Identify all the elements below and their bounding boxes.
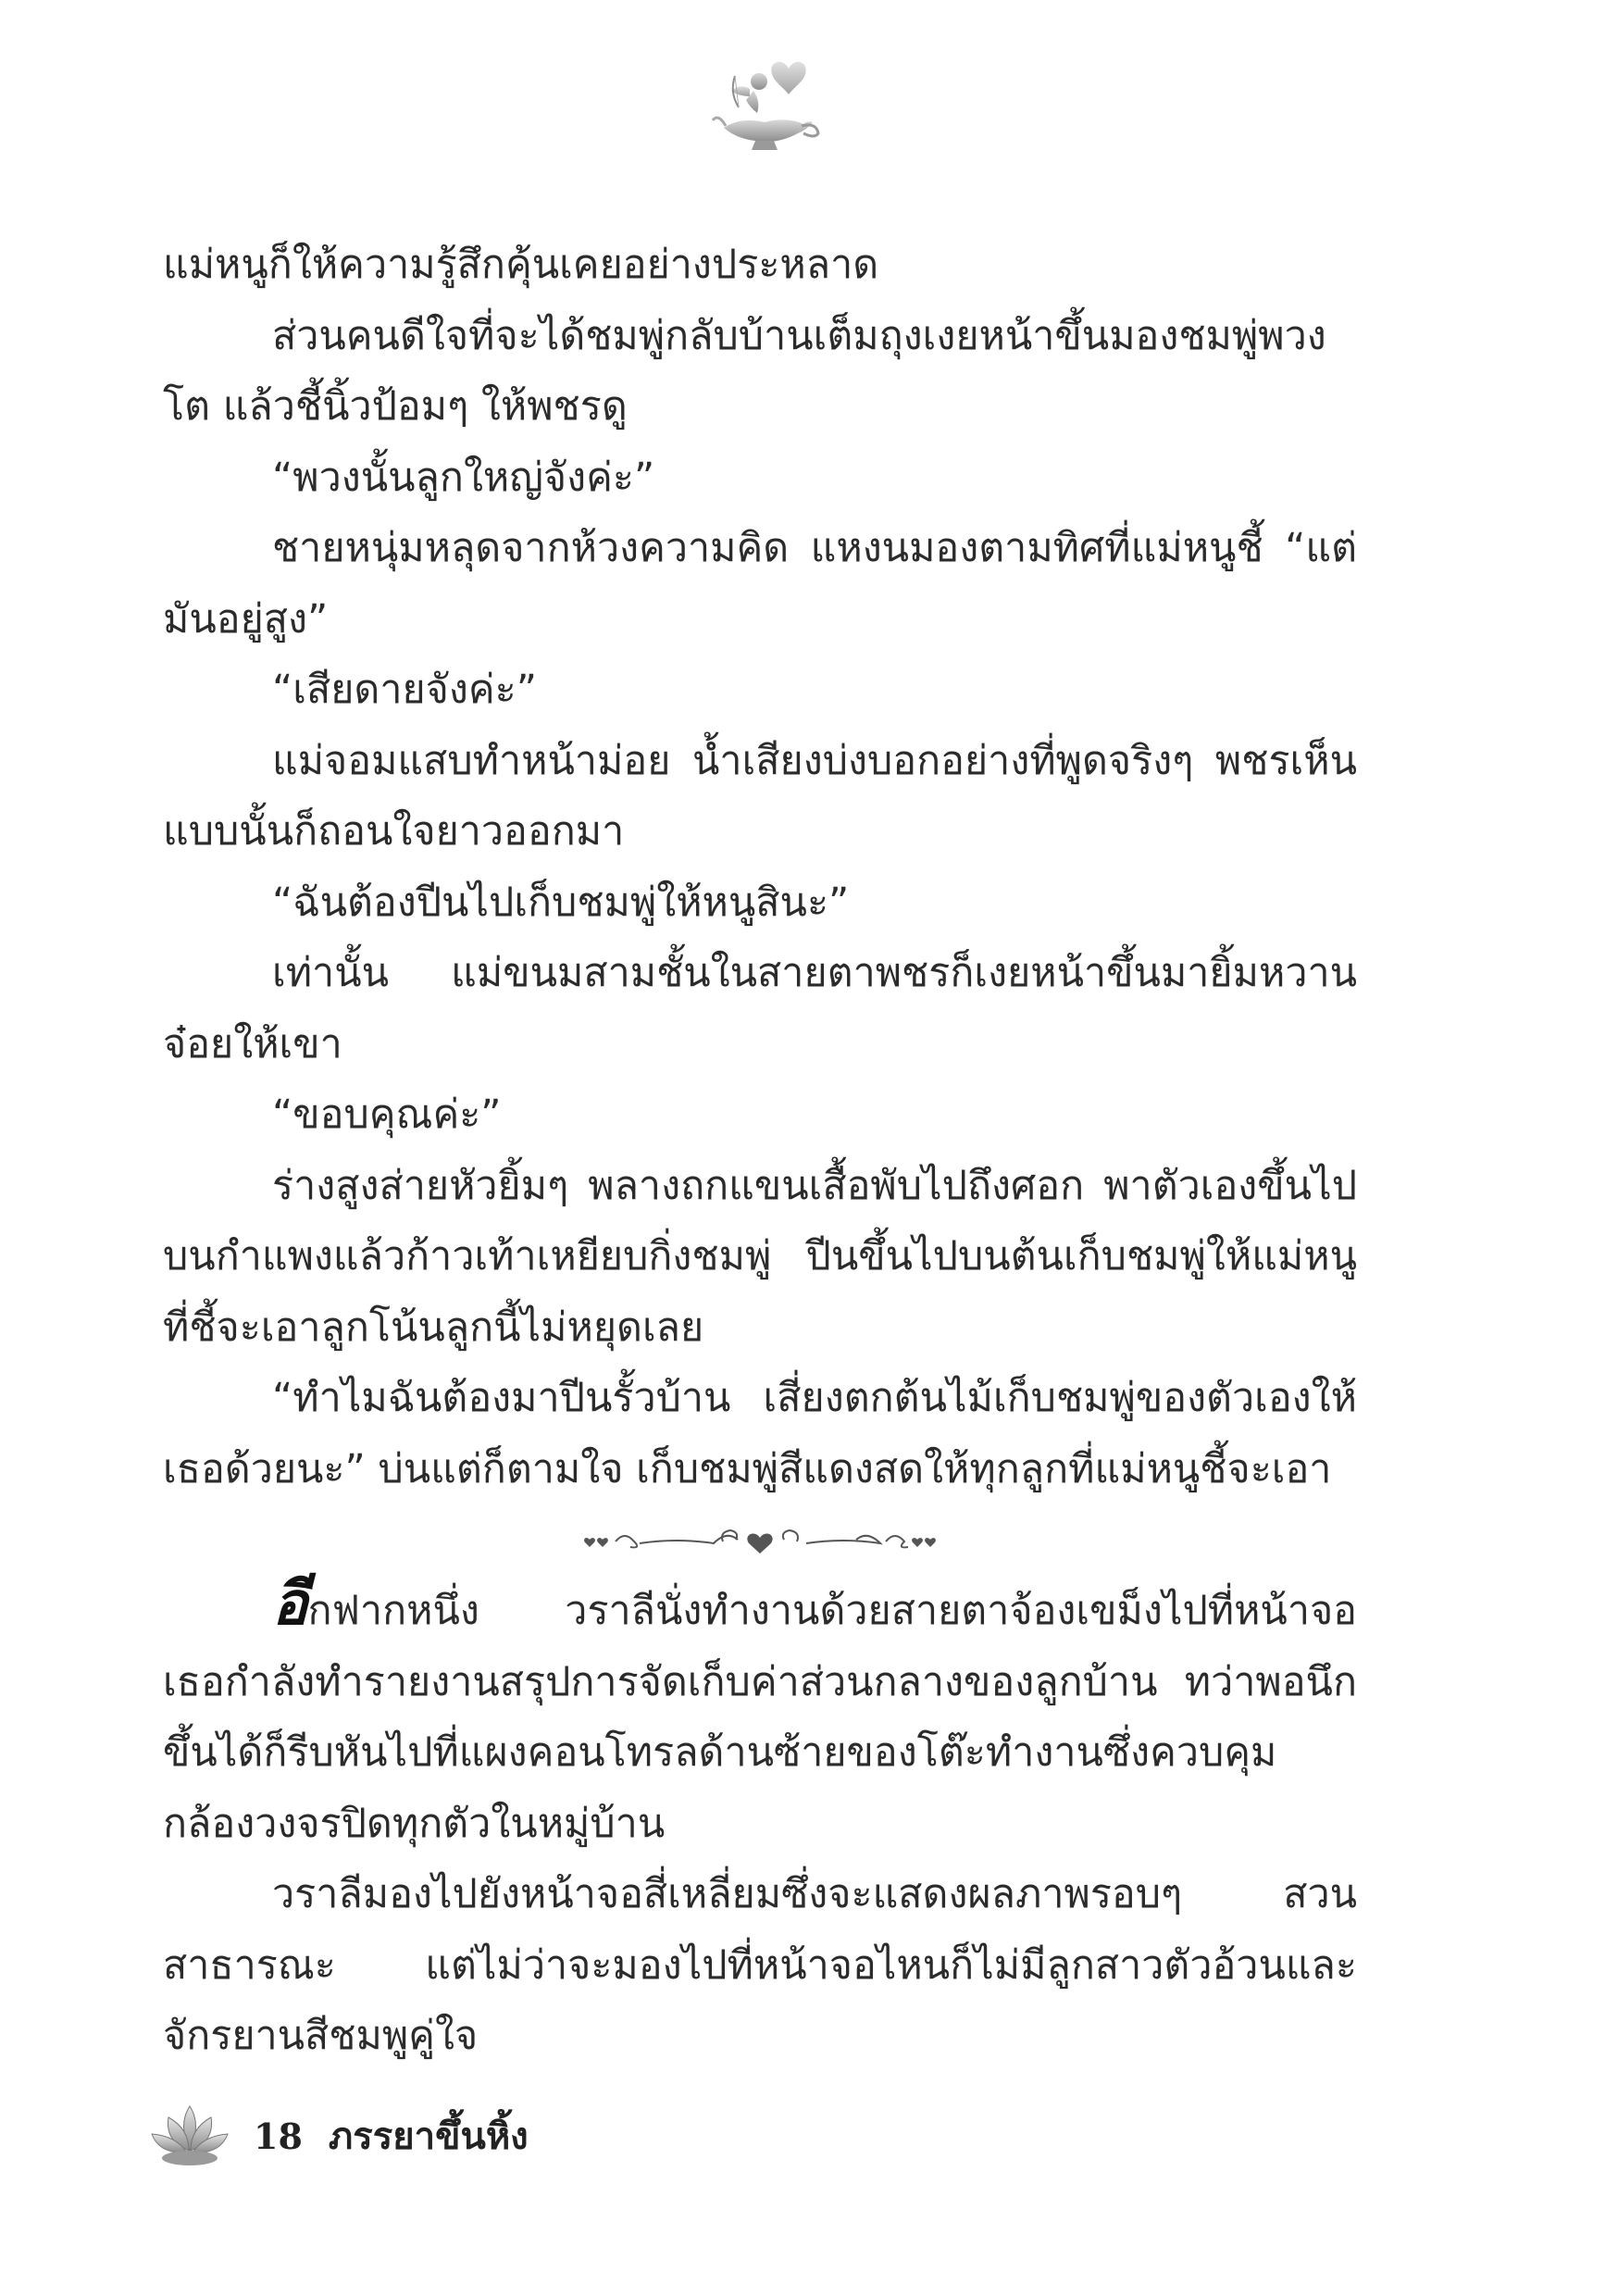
paragraph: “ขอบคุณค่ะ” (272, 1092, 502, 1138)
paragraph: แม่จอมแสบทำหน้าม่อย น้ำเสียงบ่งบอกอย่างที่พูดจริงๆ พชรเห็นแบบนั้นก็ถอนใจยาวออกมา (163, 737, 1357, 855)
paragraph: ชายหนุ่มหลุดจากห้วงความคิด แหงนมองตามทิศที่แม่หนูชี้ “แต่มันอยู่สูง” (163, 525, 1357, 643)
page-footer (148, 2094, 529, 2177)
dropcap-paragraph-text: กฟากหนึ่ง วราลีนั่งทำงานด้วยสายตาจ้องเขม็งไปที่หน้าจอ เธอกำลังทำรายงานสรุปการจัดเก็บค่าส่วนกลางของลูกบ้าน ทว่าพอนึกขึ้นได้ก็รีบหันไปที่แผงคอนโทรลด้านซ้ายของโต๊ะทำงานซึ่งควบคุมกล้องวงจรปิดทุกตัวในหมู่บ้าน (163, 1588, 1357, 1847)
page-number: 18 (254, 2115, 303, 2157)
body-text (163, 230, 1357, 2072)
dropcap-paragraph (163, 1570, 1357, 1859)
paragraph: เท่านั้น แม่ขนมสามชั้นในสายตาพชรก็เงยหน้าขึ้นมายิ้มหวานจ๋อยให้เขา (163, 950, 1357, 1067)
paragraph: “เสียดายจังค่ะ” (272, 667, 538, 713)
dropcap-letter: อี (272, 1570, 308, 1639)
section-divider (163, 1504, 1357, 1575)
book-title: ภรรยาขึ้นหิ้ง (328, 2115, 529, 2158)
lotus-icon (148, 2099, 231, 2173)
paragraph: วราลีมองไปยังหน้าจอสี่เหลี่ยมซึ่งจะแสดงผลภาพรอบๆ สวนสาธารณะ แต่ไม่ว่าจะมองไปที่หน้าจอไหนก็ไม่มีลูกสาวตัวอ้วนและจักรยานสีชมพูคู่ใจ (163, 1871, 1357, 2059)
cupid-lamp-icon (703, 56, 824, 157)
paragraph: แม่หนูก็ให้ความรู้สึกคุ้นเคยอย่างประหลาด (163, 242, 879, 288)
heart-swirl-divider-icon (584, 1521, 936, 1558)
paragraph: “ทำไมฉันต้องมาปีนรั้วบ้าน เสี่ยงตกต้นไม้เก็บชมพู่ของตัวเองให้เธอด้วยนะ” บ่นแต่ก็ตามใจ เก็บชมพู่สีแดงสดให้ทุกลูกที่แม่หนูชี้จะเอา (163, 1375, 1357, 1492)
paragraph: ร่างสูงส่ายหัวยิ้มๆ พลางถกแขนเสื้อพับไปถึงศอก พาตัวเองขึ้นไปบนกำแพงแล้วก้าวเท้าเหยียบกิ่งชมพู่ ปีนขึ้นไปบนต้นเก็บชมพู่ให้แม่หนูที่ชี้จะเอาลูกโน้นลูกนี้ไม่หยุดเลย (163, 1162, 1357, 1351)
paragraph: ส่วนคนดีใจที่จะได้ชมพู่กลับบ้านเต็มถุงเงยหน้าขึ้นมองชมพู่พวงโต แล้วชี้นิ้วป้อมๆ ให้พชรดู (163, 312, 1326, 430)
paragraph: “พวงนั้นลูกใหญ่จังค่ะ” (272, 454, 655, 501)
paragraph: “ฉันต้องปีนไปเก็บชมพู่ให้หนูสินะ” (272, 879, 850, 926)
